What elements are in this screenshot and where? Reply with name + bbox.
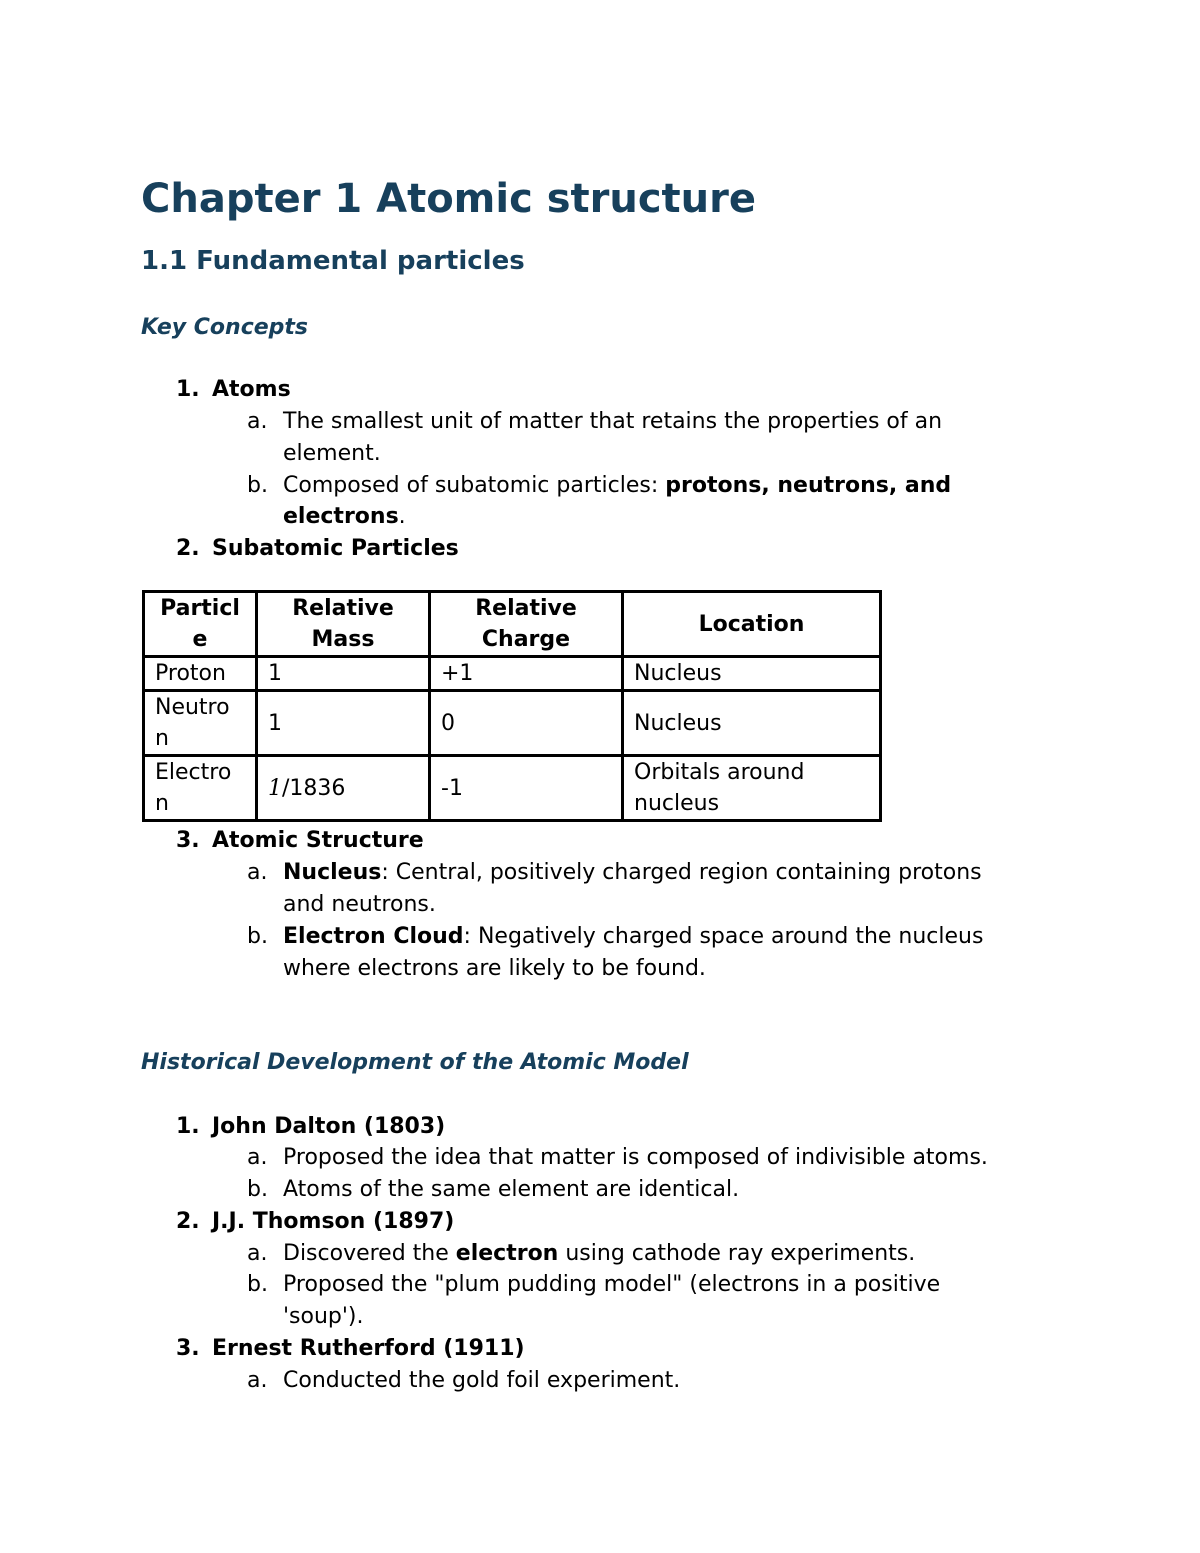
history-heading: Historical Development of the Atomic Model: [141, 1050, 689, 1075]
sub-item-text: Electron Cloud: Negatively charged space around the nucleus: [283, 924, 984, 949]
table-cell: +1: [430, 657, 623, 691]
sub-letter: a.: [247, 860, 268, 885]
list-number: 2.: [176, 1209, 200, 1234]
table-cell: Nucleus: [623, 657, 881, 691]
sub-item-text: Conducted the gold foil experiment.: [283, 1368, 681, 1393]
sub-item-text: Proposed the "plum pudding model" (electrons in a positive: [283, 1272, 941, 1297]
table-cell: Electro n: [144, 756, 257, 821]
chapter-title: Chapter 1 Atomic structure: [141, 176, 756, 222]
table-row: [144, 657, 881, 691]
header-text: Relative Mass: [292, 596, 394, 652]
header-text: Relative Charge: [475, 596, 577, 652]
list-item-label: Atomic Structure: [212, 828, 424, 853]
table-header-cell: Location: [623, 592, 881, 657]
list-number: 1.: [176, 1114, 200, 1139]
table-header-row: [144, 592, 881, 657]
list-item-label: Ernest Rutherford (1911): [212, 1336, 525, 1361]
sub-item-text: Nucleus: Central, positively charged region containing protons: [283, 860, 982, 885]
sub-letter: b.: [247, 1177, 268, 1202]
sub-letter: b.: [247, 473, 268, 498]
table-header-cell: [144, 592, 257, 657]
sub-item-text: The smallest unit of matter that retains the properties of an: [283, 409, 943, 434]
sub-letter: a.: [247, 1145, 268, 1170]
sub-item-text: and neutrons.: [283, 892, 436, 917]
table-header-cell: [430, 592, 623, 657]
table-cell: -1: [430, 756, 623, 821]
list-number: 1.: [176, 377, 200, 402]
list-number: 3.: [176, 1336, 200, 1361]
table-header-cell: [257, 592, 430, 657]
list-number: 2.: [176, 536, 200, 561]
key-concepts-heading: Key Concepts: [141, 315, 309, 340]
header-text: Particl e: [160, 596, 240, 652]
subatomic-particles-table: [142, 590, 882, 822]
section-title: 1.1 Fundamental particles: [141, 246, 525, 276]
sub-item-text: electrons.: [283, 504, 406, 529]
list-item-label: Atoms: [212, 377, 291, 402]
sub-item-text: Discovered the electron using cathode ray experiments.: [283, 1241, 916, 1266]
sub-letter: a.: [247, 1241, 268, 1266]
sub-letter: a.: [247, 1368, 268, 1393]
table-cell: Orbitals around nucleus: [623, 756, 881, 821]
sub-letter: b.: [247, 924, 268, 949]
list-item-label: Subatomic Particles: [212, 536, 459, 561]
sub-item-text: element.: [283, 441, 381, 466]
table-cell: Neutro n: [144, 691, 257, 756]
table-row: [144, 691, 881, 756]
table-cell: 1: [257, 657, 430, 691]
sub-item-text: Composed of subatomic particles: protons, neutrons, and: [283, 473, 952, 498]
sub-letter: a.: [247, 409, 268, 434]
sub-item-text: Proposed the idea that matter is composed of indivisible atoms.: [283, 1145, 988, 1170]
table-cell: 0: [430, 691, 623, 756]
table-cell: 1/1836: [257, 756, 430, 821]
list-number: 3.: [176, 828, 200, 853]
sub-letter: b.: [247, 1272, 268, 1297]
sub-item-text: 'soup').: [283, 1304, 364, 1329]
table-row: [144, 756, 881, 821]
sub-item-text: Atoms of the same element are identical.: [283, 1177, 740, 1202]
list-item-label: John Dalton (1803): [212, 1114, 446, 1139]
sub-item-text: where electrons are likely to be found.: [283, 956, 706, 981]
list-item-label: J.J. Thomson (1897): [212, 1209, 455, 1234]
table-cell: Nucleus: [623, 691, 881, 756]
table-cell: 1: [257, 691, 430, 756]
table-cell: Proton: [144, 657, 257, 691]
